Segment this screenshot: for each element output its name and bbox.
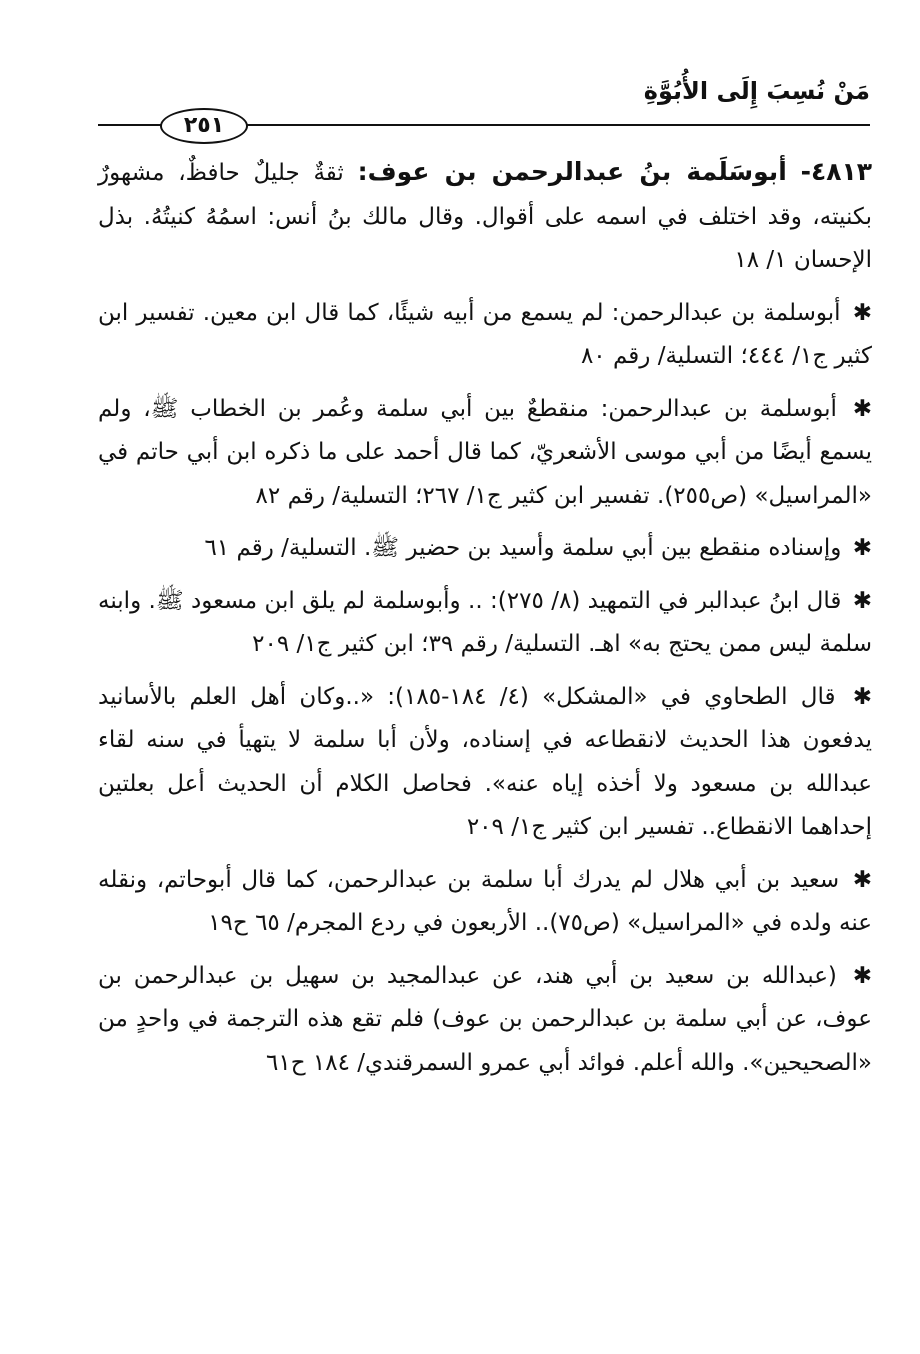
note-text: سعيد بن أبي هلال لم يدرك أبا سلمة بن عبدالرحمن، كما قال أبوحاتم، ونقله عنه ولده في «المراسيل» (ص٧٥).. الأربعون في ردع المجرم/ ٦٥ ح١٩ <box>98 866 872 936</box>
asterisk-bullet-icon: ✱ <box>852 587 872 614</box>
note-text: أبوسلمة بن عبدالرحمن: منقطعٌ بين أبي سلمة وعُمر بن الخطاب ﷺ، ولم يسمع أيضًا من أبي موسى الأشعريّ، كما قال أحمد على ما ذكره ابن أبي حاتم في «المراسيل» (ص٢٥٥). تفسير ابن كثير ج١/ ٢٦٧؛ التسلية/ رقم ٨٢ <box>98 395 872 509</box>
note-text: وإسناده منقطع بين أبي سلمة وأسيد بن حضير ﷺ. التسلية/ رقم ٦١ <box>204 535 842 561</box>
note-item <box>98 859 872 946</box>
note-text: قال الطحاوي في «المشكل» (٤/ ١٨٤-١٨٥): «..وكان أهل العلم بالأسانيد يدفعون هذا الحديث لانقطاعه في إسناده، ولأن أبا سلمة لا يتهيأ في سنه لقاء عبدالله بن مسعود ولا أخذه إياه عنه». فحاصل الكلام أن الحديث أعل بعلتين إحداهما الانقطاع.. تفسير ابن كثير ج١/ ٢٠٩ <box>98 683 872 840</box>
entry-text: ثقةٌ جليلٌ حافظٌ، مشهورٌ بكنيته، وقد اختلف في اسمه على أقوال. وقال مالك بنُ أنس: اسمُهُ كنيتُهُ. بذل الإحسان ١/ ١٨ <box>98 160 872 273</box>
asterisk-bullet-icon: ✱ <box>852 299 872 326</box>
entry-number: ٤٨١٣- <box>800 157 872 186</box>
page-number: ٢٥١ <box>160 108 248 144</box>
asterisk-bullet-icon: ✱ <box>852 395 872 422</box>
note-text: (عبدالله بن سعيد بن أبي هند، عن عبدالمجيد بن سهيل بن عبدالرحمن بن عوف، عن أبي سلمة بن عبدالرحمن بن عوف) فلم تقع هذه الترجمة في واحدٍ من «الصحيحين». والله أعلم. فوائد أبي عمرو السمرقندي/ ١٨٤ ح٦١ <box>98 962 872 1076</box>
main-entry <box>98 150 872 283</box>
asterisk-bullet-icon: ✱ <box>852 683 872 710</box>
asterisk-bullet-icon: ✱ <box>852 535 872 561</box>
asterisk-bullet-icon: ✱ <box>852 962 872 989</box>
entry-name: أبوسَلَمة بنُ عبدالرحمن بن عوف: <box>357 157 787 186</box>
note-item <box>98 955 872 1086</box>
note-item <box>98 292 872 379</box>
note-item <box>98 527 872 571</box>
note-text: أبوسلمة بن عبدالرحمن: لم يسمع من أبيه شيئًا، كما قال ابن معين. تفسير ابن كثير ج١/ ٤٤٤؛ التسلية/ رقم ٨٠ <box>98 299 872 369</box>
note-item <box>98 388 872 519</box>
note-text: قال ابنُ عبدالبر في التمهيد (٨/ ٢٧٥): .. وأبوسلمة لم يلق ابن مسعود ﷺ. وابنه سلمة ليس ممن يحتج به» اهـ. التسلية/ رقم ٣٩؛ ابن كثير ج١/ ٢٠٩ <box>98 587 872 657</box>
running-head: مَنْ نُسِبَ إِلَى الأُبُوَّةِ <box>643 77 870 105</box>
page-body <box>98 150 872 1085</box>
asterisk-bullet-icon: ✱ <box>852 866 872 893</box>
note-item <box>98 676 872 850</box>
note-item <box>98 580 872 667</box>
